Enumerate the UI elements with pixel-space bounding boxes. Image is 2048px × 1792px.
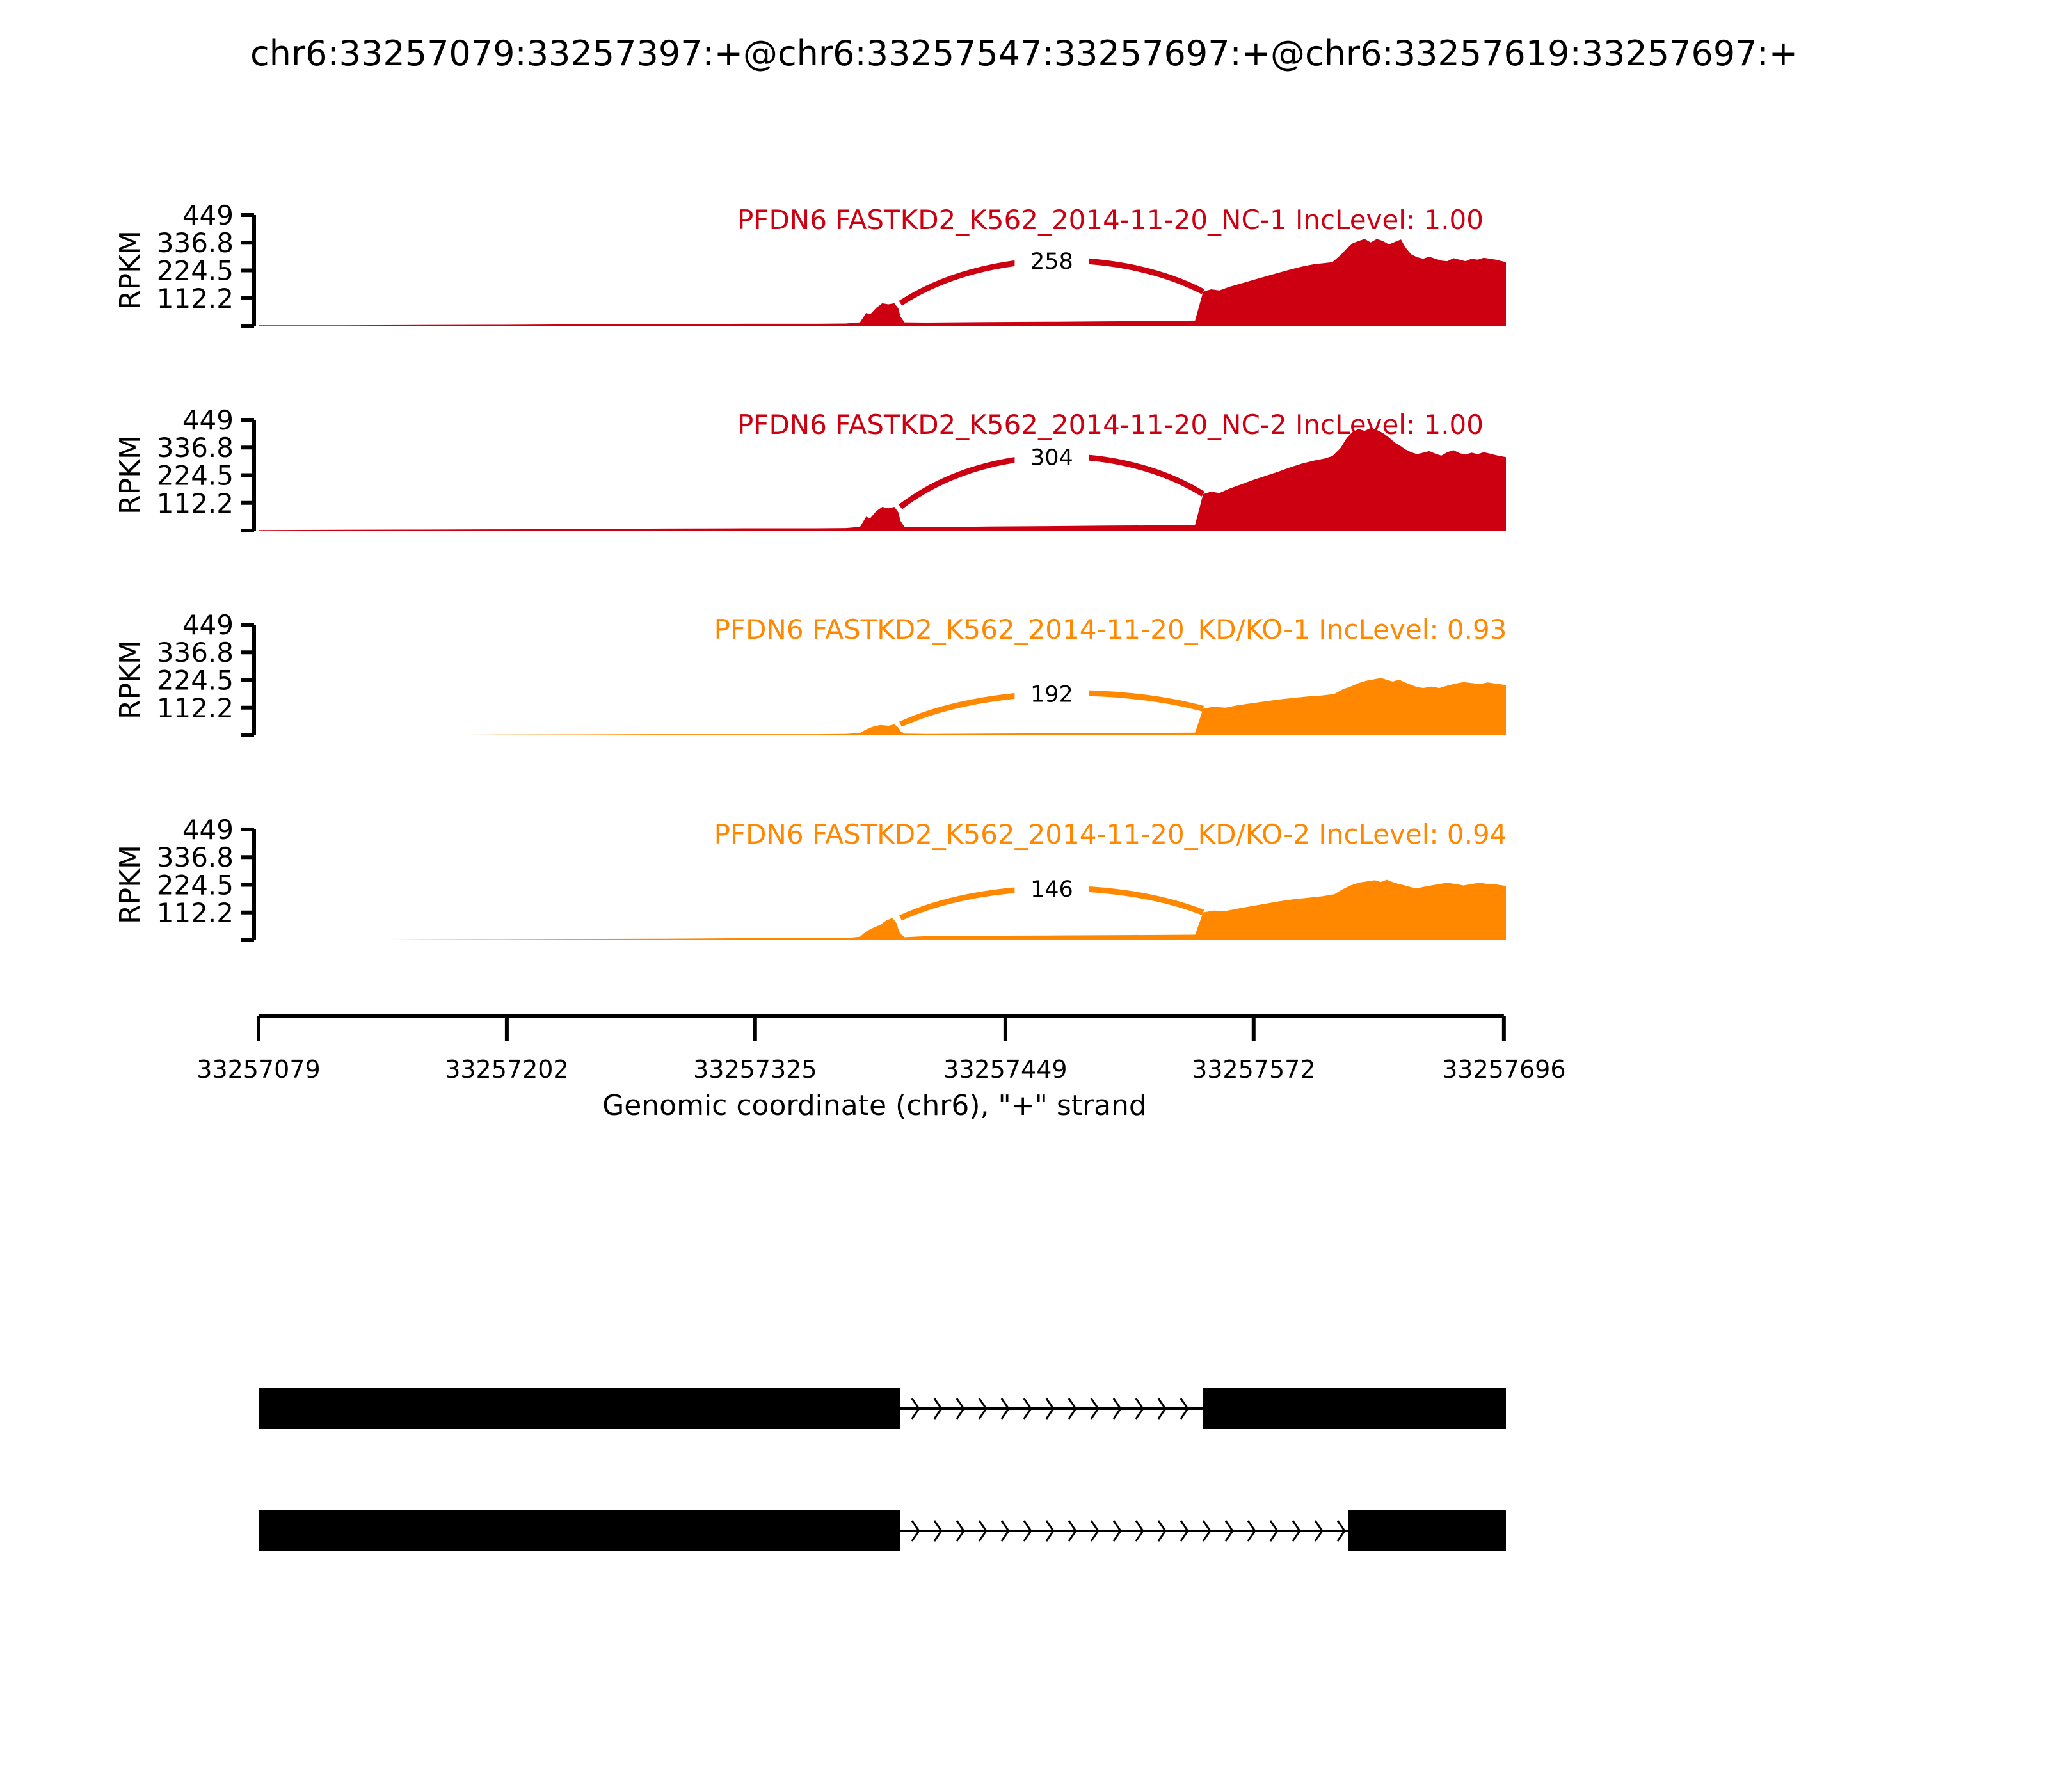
y-tick-label: 112.2: [156, 692, 234, 724]
track-label: PFDN6 FASTKD2_K562_2014-11-20_KD/KO-2 IncLevel: 0.94: [714, 819, 1507, 850]
y-tick-label: 336.8: [156, 842, 234, 874]
y-tick-label: 336.8: [156, 227, 234, 259]
isoform-model-0: [259, 1388, 1506, 1429]
x-axis: [196, 1016, 1565, 1122]
x-tick-label: 33257449: [943, 1055, 1068, 1084]
coverage-area: [259, 678, 1506, 735]
y-tick-label: 112.2: [156, 487, 234, 519]
y-tick-label: 449: [182, 200, 234, 231]
y-tick-label: 112.2: [156, 897, 234, 929]
track-1: [114, 404, 1506, 531]
y-axis-title: RPKM: [114, 640, 147, 719]
junction-count: 304: [1030, 445, 1073, 471]
y-tick-label: 336.8: [156, 637, 234, 669]
x-tick-label: 33257572: [1192, 1055, 1316, 1084]
track-3: [114, 814, 1507, 940]
y-axis: [114, 404, 254, 531]
junction-count: 192: [1030, 682, 1073, 708]
y-tick-label: 112.2: [156, 282, 234, 314]
track-label: PFDN6 FASTKD2_K562_2014-11-20_NC-2 IncLevel: 1.00: [737, 409, 1484, 440]
y-axis: [114, 814, 254, 940]
x-tick-label: 33257079: [196, 1055, 321, 1084]
plot-title: chr6:33257079:33257397:+@chr6:33257547:33257697:+@chr6:33257619:33257697:+: [250, 33, 1798, 74]
y-tick-label: 224.5: [156, 460, 234, 492]
coverage-area: [259, 239, 1506, 326]
x-axis-title: Genomic coordinate (chr6), "+" strand: [602, 1089, 1147, 1122]
y-axis: [114, 609, 254, 735]
y-tick-label: 224.5: [156, 664, 234, 696]
y-tick-label: 336.8: [156, 432, 234, 464]
y-axis: [114, 200, 254, 326]
exon-block: [1348, 1510, 1506, 1551]
track-0: [114, 200, 1506, 326]
coverage-area: [259, 428, 1506, 531]
y-tick-label: 224.5: [156, 869, 234, 901]
track-label: PFDN6 FASTKD2_K562_2014-11-20_NC-1 IncLevel: 1.00: [737, 204, 1484, 236]
y-axis-title: RPKM: [114, 230, 147, 310]
exon-block: [1203, 1388, 1506, 1429]
x-tick-label: 33257325: [693, 1055, 817, 1084]
y-tick-label: 449: [182, 609, 234, 641]
y-tick-label: 449: [182, 404, 234, 436]
track-label: PFDN6 FASTKD2_K562_2014-11-20_KD/KO-1 IncLevel: 0.93: [714, 614, 1507, 645]
x-tick-label: 33257202: [445, 1055, 569, 1084]
y-tick-label: 449: [182, 814, 234, 845]
x-tick-label: 33257696: [1442, 1055, 1566, 1084]
y-tick-label: 224.5: [156, 255, 234, 287]
track-2: [114, 609, 1507, 735]
y-axis-title: RPKM: [114, 845, 147, 924]
coverage-area: [259, 880, 1506, 940]
junction-count: 146: [1030, 877, 1073, 903]
junction-count: 258: [1030, 248, 1073, 275]
exon-block: [259, 1388, 900, 1429]
y-axis-title: RPKM: [114, 435, 147, 515]
isoform-model-1: [259, 1510, 1506, 1551]
exon-block: [259, 1510, 900, 1551]
